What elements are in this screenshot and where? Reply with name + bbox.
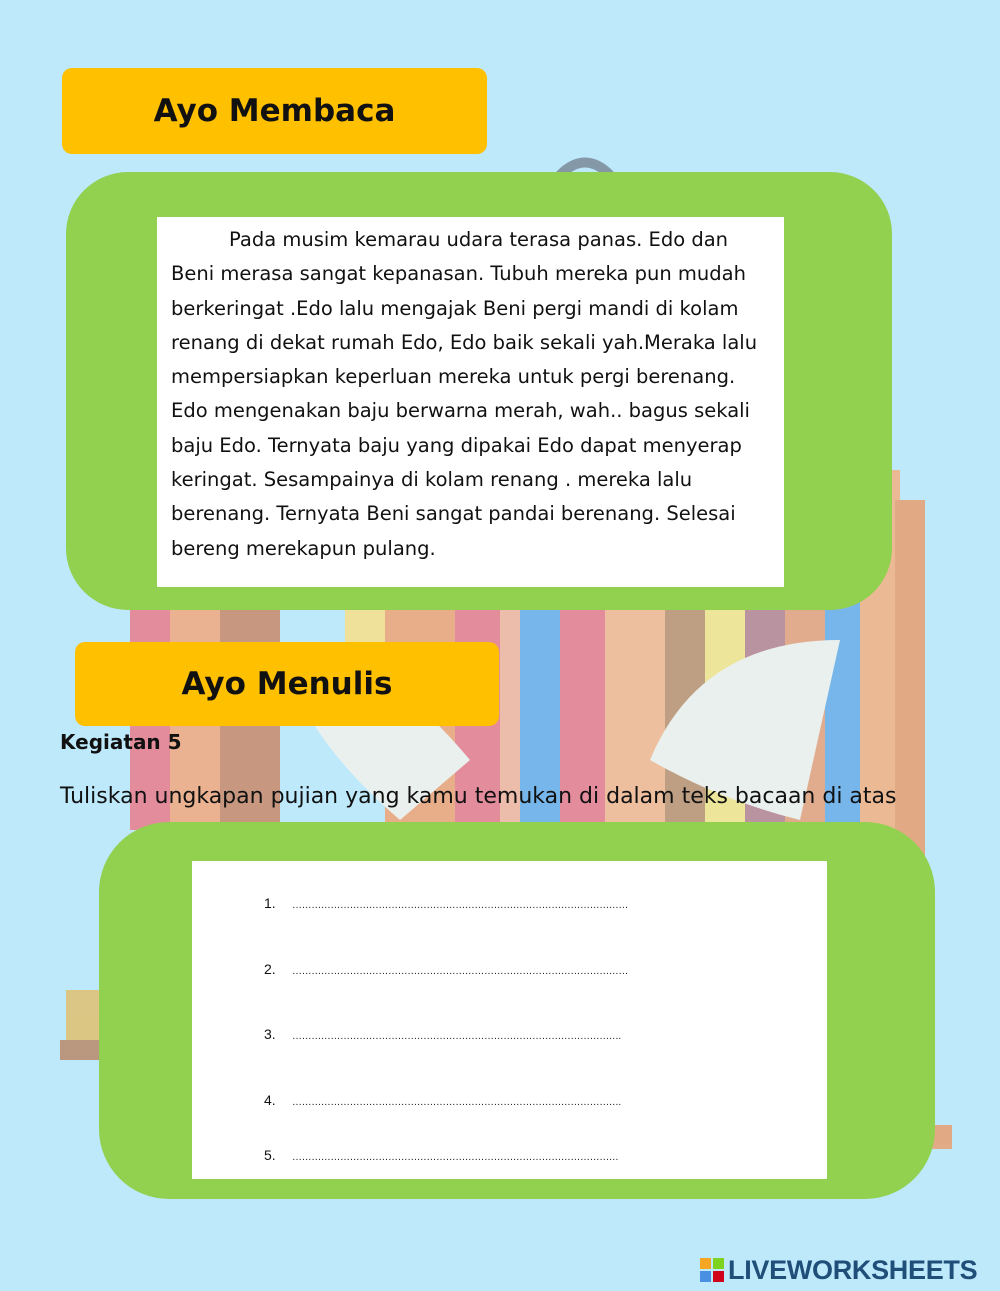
reading-section-title: Ayo Membaca [62,68,487,154]
passage-line: berkeringat .Edo lalu mengajak Beni pergi mandi di kolam [171,296,739,320]
answer-number: 5. [264,1147,276,1163]
liveworksheets-brand[interactable] [700,1253,977,1287]
liveworksheets-logo-icon [700,1258,724,1282]
answer-line-4[interactable] [264,1092,621,1108]
passage-line: Edo mengenakan baju berwarna merah, wah.. bagus sekali [171,399,750,423]
activity-instruction: Tuliskan ungkapan pujian yang kamu temukan di dalam teks bacaan di atas [60,784,897,809]
activity-label: Kegiatan 5 [60,730,182,754]
answer-number: 3. [264,1026,276,1042]
answer-blank[interactable]: …………………………………………………………………………………………. [292,1031,621,1042]
answer-blank[interactable]: …………………………………………………………………………………………. [292,1097,621,1108]
reading-passage [171,223,770,566]
brand-name: LIVEWORKSHEETS [728,1254,978,1285]
passage-line: berenang. Ternyata Beni sangat pandai berenang. Selesai [171,502,736,526]
passage-line: baju Edo. Ternyata baju yang dipakai Edo dapat menyerap [171,433,742,457]
passage-line: keringat. Sesampainya di kolam renang . mereka lalu [171,468,693,492]
answer-number: 1. [264,895,276,911]
answer-blank[interactable]: …………………………………………………………………………………………… [292,966,629,977]
answer-blank[interactable]: …………………………………………………………………………………………… [292,900,629,911]
answer-line-1[interactable] [264,895,628,911]
passage-line: Beni merasa sangat kepanasan. Tubuh mereka pun mudah [171,262,746,286]
answer-number: 2. [264,961,276,977]
answer-blank[interactable]: ………………………………………………………………………………………… [292,1152,619,1163]
answer-line-5[interactable] [264,1147,618,1163]
writing-section-title: Ayo Menulis [75,642,499,726]
answer-line-3[interactable] [264,1026,621,1042]
passage-line: mempersiapkan keperluan mereka untuk pergi berenang. [171,365,736,389]
answer-number: 4. [264,1092,276,1108]
passage-line: Pada musim kemarau udara terasa panas. Edo dan [229,228,729,251]
passage-line: renang di dekat rumah Edo, Edo baik sekali yah.Meraka lalu [171,330,758,354]
passage-line: bereng merekapun pulang. [171,536,436,560]
reading-text-box [157,217,784,587]
answer-line-2[interactable] [264,961,628,977]
